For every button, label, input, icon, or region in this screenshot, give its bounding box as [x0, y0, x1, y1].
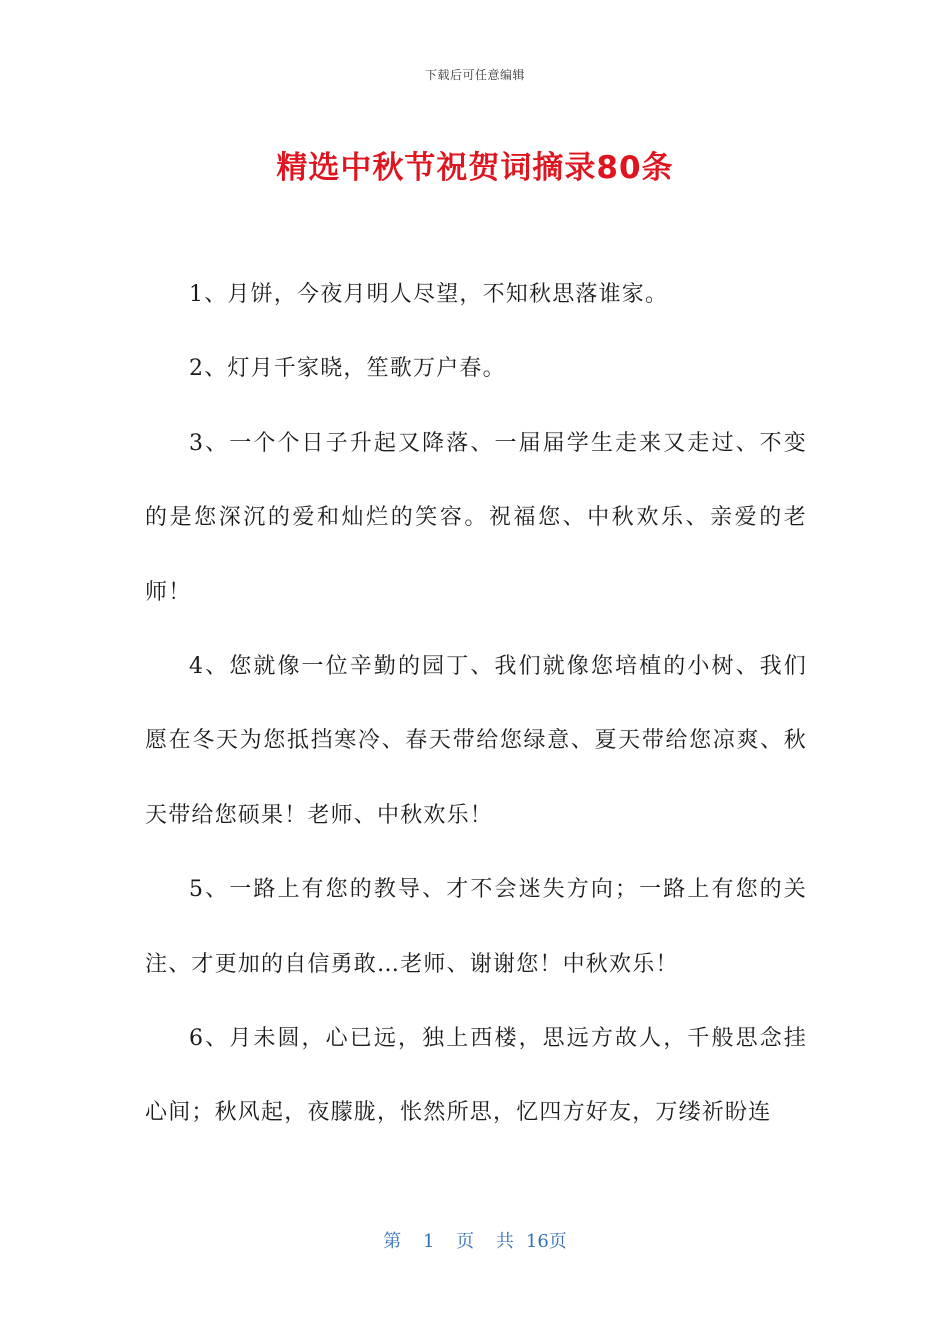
paragraph-3: 3、一个个日子升起又降落、一届届学生走来又走过、不变的是您深沉的爱和灿烂的笑容。祝福您、中秋欢乐、亲爱的老师！: [145, 430, 807, 605]
document-title: 精选中秋节祝贺词摘录80条: [276, 150, 674, 186]
paragraph-5: 5、一路上有您的教导、才不会迷失方向；一路上有您的关注、才更加的自信勇敢…老师、谢谢您！中秋欢乐！: [145, 877, 807, 977]
paragraph-4: 4、您就像一位辛勤的园丁、我们就像您培植的小树、我们愿在冬天为您抵挡寒冷、春天带给您绿意、夏天带给您凉爽、秋天带给您硕果！老师、中秋欢乐！: [145, 654, 807, 828]
header-note: 下载后可任意编辑: [424, 68, 525, 82]
current-page-number: 1: [422, 1231, 435, 1252]
page-number-footer: [0, 1227, 950, 1253]
paragraph-1: 1、月饼，今夜月明人尽望，不知秋思落谁家。: [189, 282, 669, 307]
document-body: [145, 258, 807, 1151]
paragraph-2: 2、灯月千家晓，笙歌万户春。: [189, 356, 506, 382]
total-pages: 16页: [525, 1231, 567, 1252]
footer-total-prefix: 共: [495, 1231, 514, 1252]
paragraph-6: 6、月未圆，心已远，独上西楼，思远方故人，千般思念挂心间；秋风起，夜朦胧，怅然所思，忆四方好友，万缕祈盼连: [145, 1026, 807, 1126]
footer-prefix: 第: [383, 1231, 402, 1252]
footer-page-word: 页: [456, 1231, 475, 1252]
